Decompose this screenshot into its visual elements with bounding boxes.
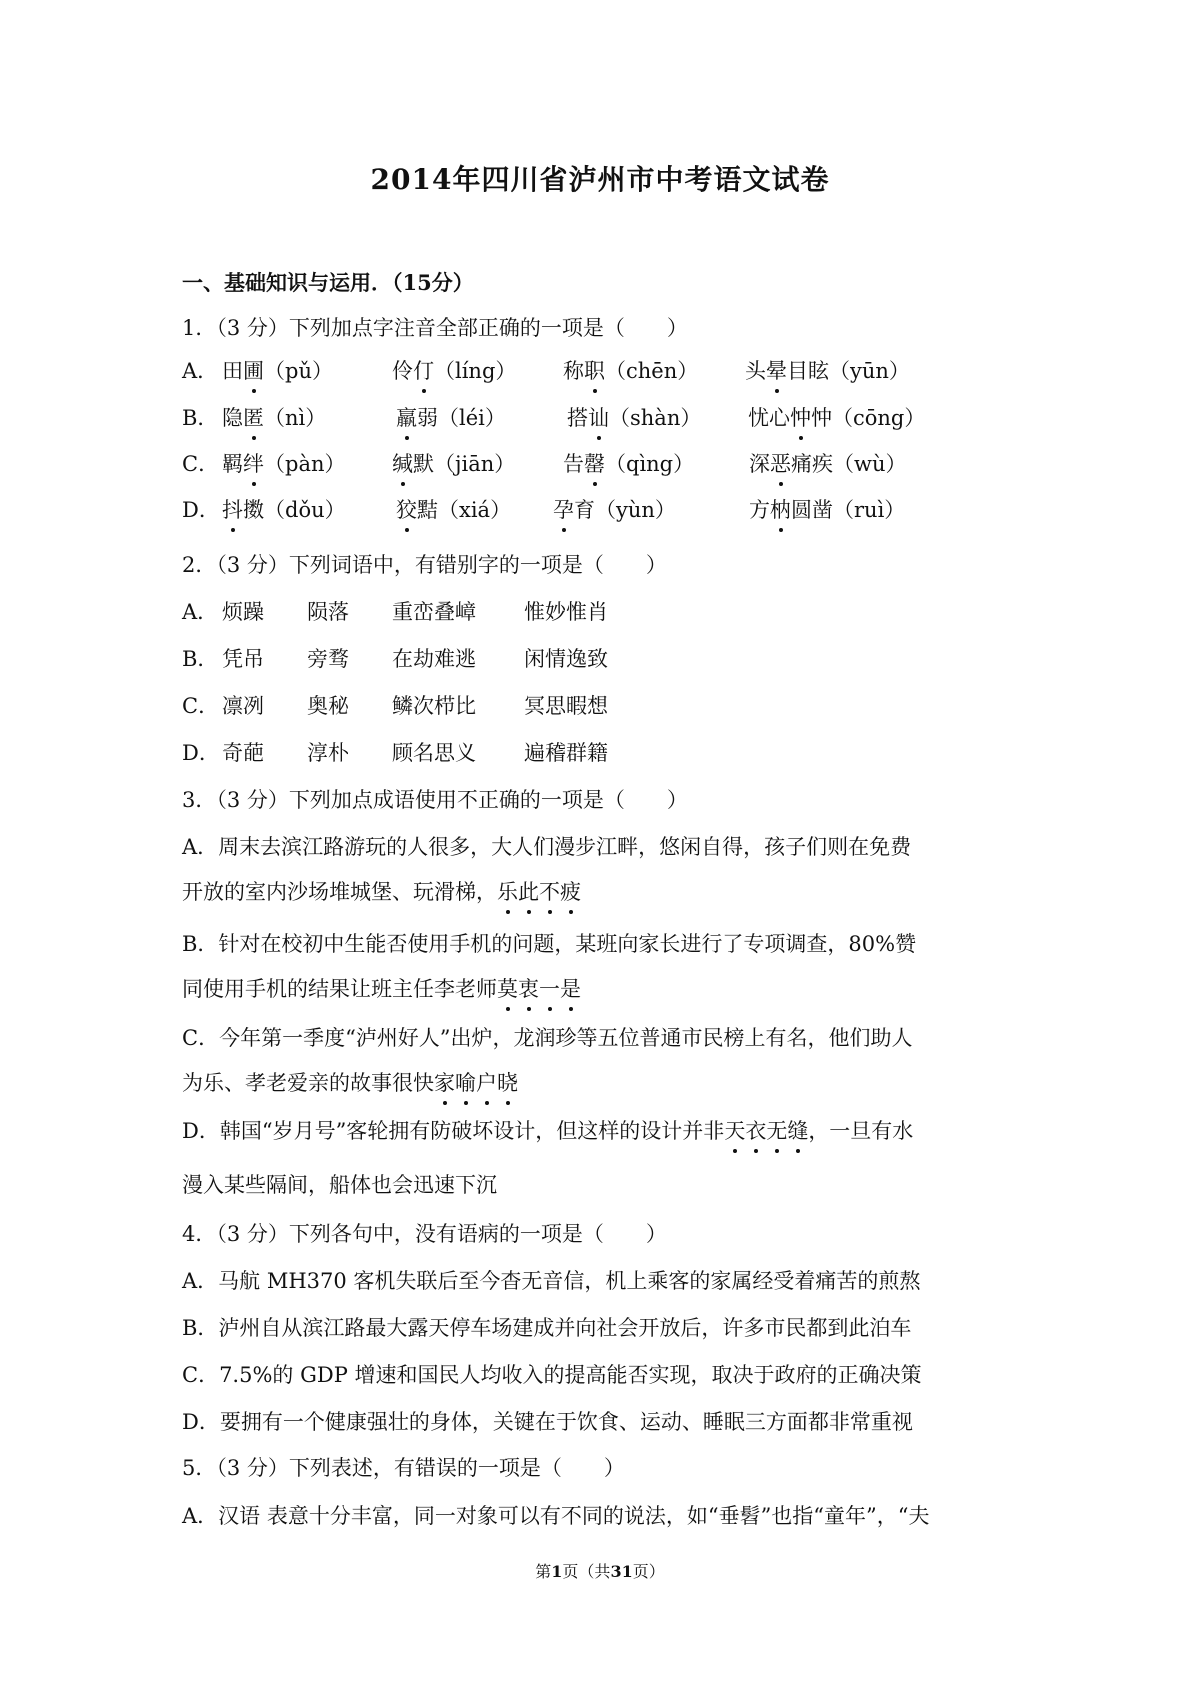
q2-stem: 2．（3 分）下列词语中，有错别字的一项是（ ） [182, 553, 667, 577]
q2-word: 闲情逸致 [524, 647, 608, 671]
q4-option-d: D．要拥有一个健康强壮的身体，关键在于饮食、运动、睡眠三方面都非常重视 [182, 1410, 913, 1434]
q2-word: 重峦叠嶂 [392, 600, 476, 624]
q2-word: 旁骛 [307, 647, 349, 671]
q2-word: 陨落 [307, 600, 349, 624]
option-label: A． [182, 600, 219, 624]
q1-c-item-4: 深恶痛疾（wù） [749, 449, 907, 479]
section-heading: 一、基础知识与运用．（15分） [182, 270, 474, 295]
q3-option-d-line2: 漫入某些隔间，船体也会迅速下沉 [182, 1173, 497, 1197]
q2-word: 凭吊 [222, 647, 264, 671]
q1-c-item-3: 告罄（qìng） [563, 449, 694, 479]
page-footer: 第1页（共31页） [535, 1562, 665, 1581]
q2-word: 奇葩 [222, 741, 264, 765]
q1-a-item-3: 称职（chēn） [563, 356, 698, 386]
q2-word: 惟妙惟肖 [524, 600, 608, 624]
q2-word: 烦躁 [222, 600, 264, 624]
q1-c-item-2: 缄默（jiān） [392, 449, 515, 479]
q1-d-item-4: 方枘圆凿（ruì） [749, 495, 905, 525]
option-label: A． [182, 359, 219, 383]
q3-option-c-line2: 为乐、孝老爱亲的故事很快家喻户晓 [182, 1068, 518, 1098]
q1-d-item-2: 狡黠（xiá） [396, 495, 511, 525]
q4-stem: 4．（3 分）下列各句中，没有语病的一项是（ ） [182, 1222, 667, 1246]
q1-b-item-2: 羸弱（léi） [396, 403, 506, 433]
q5-option-a: A．汉语 表意十分丰富，同一对象可以有不同的说法，如“垂髫”也指“童年”，“夫 [182, 1504, 930, 1528]
q1-b-item-1: 隐匿（nì） [222, 403, 326, 433]
q2-word: 奥秘 [307, 694, 349, 718]
q4-option-a: A．马航 MH370 客机失联后至今杳无音信，机上乘客的家属经受着痛苦的煎熬 [182, 1269, 921, 1293]
q2-word: 鳞次栉比 [392, 694, 476, 718]
q1-b-item-3: 搭讪（shàn） [567, 403, 701, 433]
q1-a-item-4: 头晕目眩（yūn） [745, 356, 910, 386]
q3-option-c-line1: C．今年第一季度“泸州好人”出炉，龙润珍等五位普通市民榜上有名，他们助人 [182, 1026, 913, 1050]
option-label: C． [182, 694, 220, 718]
q2-word: 在劫难逃 [392, 647, 476, 671]
option-label: D． [182, 741, 220, 765]
q3-stem: 3．（3 分）下列加点成语使用不正确的一项是（ ） [182, 788, 688, 812]
q2-word: 顾名思义 [392, 741, 476, 765]
q3-option-a-line2: 开放的室内沙场堆城堡、玩滑梯，乐此不疲 [182, 877, 581, 907]
page-total: 31 [610, 1562, 633, 1581]
q2-word: 冥思暇想 [524, 694, 608, 718]
q1-a-item-1: 田圃（pǔ） [222, 356, 333, 386]
q2-word: 淳朴 [307, 741, 349, 765]
option-label: D． [182, 498, 220, 522]
q3-option-a-line1: A．周末去滨江路游玩的人很多，大人们漫步江畔，悠闲自得，孩子们则在免费 [182, 835, 912, 859]
page-number: 1 [551, 1562, 563, 1581]
q1-b-item-4: 忧心忡忡（cōng） [748, 403, 925, 433]
q1-a-item-2: 伶仃（líng） [392, 356, 516, 386]
q4-option-b: B．泸州自从滨江路最大露天停车场建成并向社会开放后，许多市民都到此泊车 [182, 1316, 912, 1340]
q1-stem: 1．（3 分）下列加点字注音全部正确的一项是（ ） [182, 316, 688, 340]
q5-stem: 5．（3 分）下列表述，有错误的一项是（ ） [182, 1456, 625, 1480]
q2-word: 凛冽 [222, 694, 264, 718]
q3-option-d-line1: D．韩国“岁月号”客轮拥有防破坏设计，但这样的设计并非天衣无缝，一旦有水 [182, 1116, 913, 1146]
option-label: B． [182, 406, 219, 430]
q3-option-b-line2: 同使用手机的结果让班主任李老师莫衷一是 [182, 974, 581, 1004]
option-label: C． [182, 452, 220, 476]
q3-option-b-line1: B．针对在校初中生能否使用手机的问题，某班向家长进行了专项调查，80%赞 [182, 932, 917, 956]
q1-c-item-1: 羁绊（pàn） [222, 449, 346, 479]
option-label: B． [182, 647, 219, 671]
q4-option-c: C．7.5%的 GDP 增速和国民人均收入的提高能否实现，取决于政府的正确决策 [182, 1363, 922, 1387]
q1-d-item-3: 孕育（yùn） [553, 495, 676, 525]
q1-d-item-1: 抖擞（dǒu） [222, 495, 346, 525]
page-title: 2014年四川省泸州市中考语文试卷 [370, 163, 830, 196]
q2-word: 遍稽群籍 [524, 741, 608, 765]
